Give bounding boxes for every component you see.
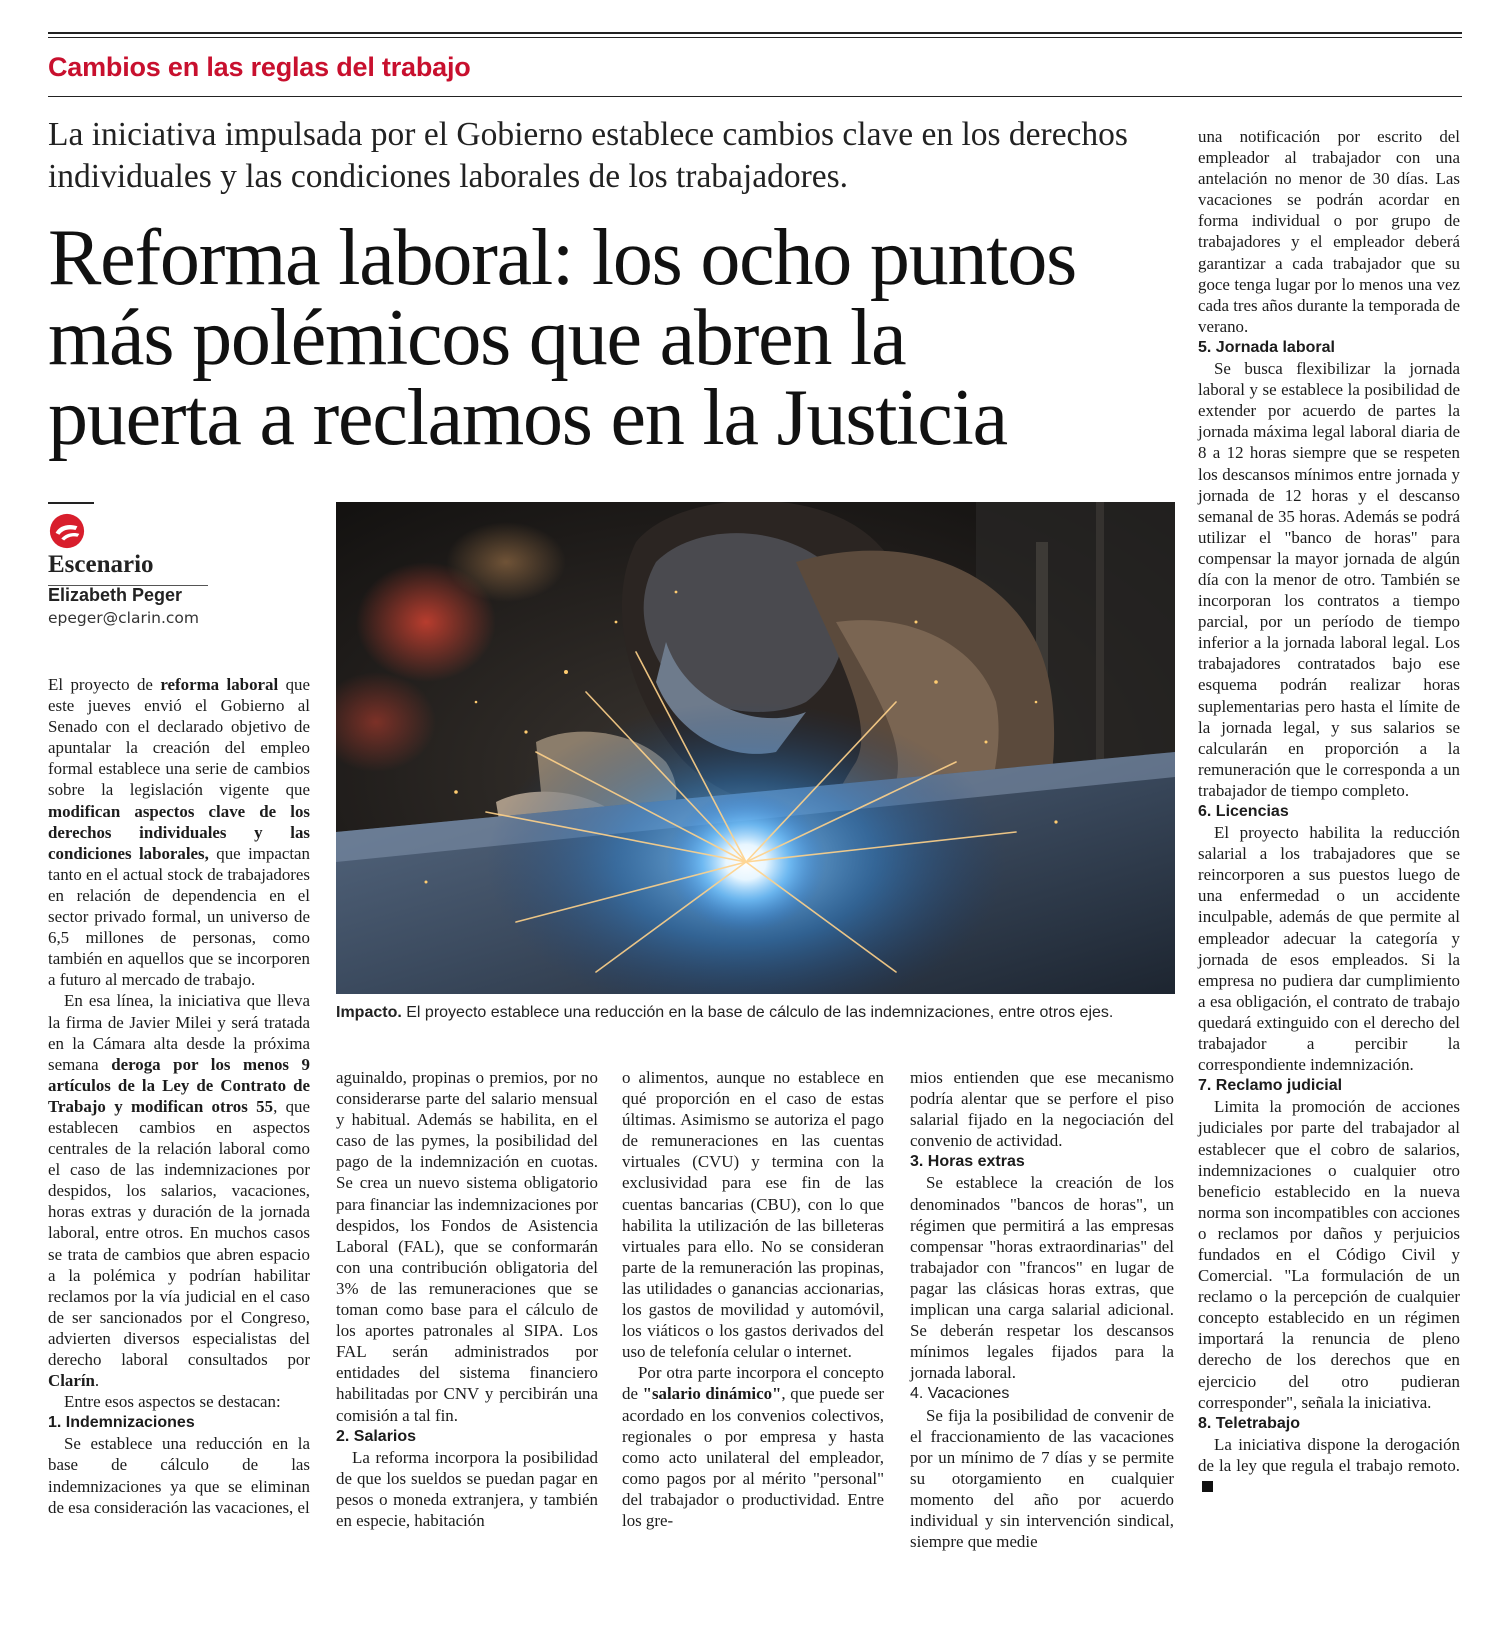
subheading-reclamo-judicial: 7. Reclamo judicial xyxy=(1198,1077,1343,1095)
clarin-logo-icon xyxy=(48,512,86,550)
top-rule-thin xyxy=(48,37,1462,38)
subheading-vacaciones: 4. Vacaciones xyxy=(910,1385,1010,1403)
subheading-jornada-laboral: 5. Jornada laboral xyxy=(1198,338,1335,356)
paragraph xyxy=(48,990,310,1391)
text-run: Por otra parte incorpora el concepto de xyxy=(622,1363,884,1404)
subheading-horas-extras: 3. Horas extras xyxy=(910,1153,1025,1171)
photo-caption xyxy=(336,1004,1196,1022)
headline-line-2: más polémicos que abren la xyxy=(48,294,906,382)
paragraph: Limita la promoción de acciones judiciales por parte del trabajador al establecer que el cobro de salarios, indemnizaciones o cualquier otro beneficio establecido en la nueva norma son incompatibles con acciones o reclamos por daños y perjuicios fundados en el Código Civil y Comercial. "La formulación de un reclamo o la percepción de cualquier concepto establecido en un régimen importará la renuncia de pleno derecho de los derechos que en ejercicio del otro pudieran corresponder", señala la iniciativa. xyxy=(1198,1097,1460,1412)
caption-lead: Impacto. xyxy=(336,1004,402,1021)
text-run: En esa línea, la iniciativa que lleva la firma de Javier Milei y será tratada en la Cámara alta desde la próxima semana xyxy=(48,991,310,1074)
subheading-indemnizaciones: 1. Indemnizaciones xyxy=(48,1414,195,1432)
paragraph: una notificación por escrito del empleador al trabajador con una antelación no menor de 30 días. Las vacaciones se podrán acordar en forma individual o por grupo de trabajadores y el empleador deberá garantizar a cada trabajador que su goce tenga lugar por lo menos una vez cada tres años durante la temporada de verano. xyxy=(1198,127,1460,336)
subheading-teletrabajo: 8. Teletrabajo xyxy=(1198,1414,1300,1432)
paragraph: El proyecto habilita la reducción salarial a los trabajadores que se reincorporen a sus puestos luego de una enfermedad o un accidente inculpable, además de que permite al empleador adecuar la categoría y jornada de esos empleados. Si la empresa no pudiera dar cumplimiento a esa obligación, el contrato de trabajo quedará extinguido con el derecho del trabajador a percibir la correspondiente indemnización. xyxy=(1198,823,1460,1075)
headline-line-3: puerta a reclamos en la Justicia xyxy=(48,374,1007,462)
paragraph: mios entienden que ese mecanismo podría alentar que se perfore el piso salarial fijado en la negociación del convenio de actividad. xyxy=(910,1068,1174,1151)
text-run: , que establecen cambios en aspectos centrales de la relación laboral como el caso de las indemnizaciones por despidos, los salarios, vacaciones, horas extras y duración de la jornada laboral, entre otros. En muchos casos se trata de cambios que abren espacio a la polémica y podrían habilitar reclamos por la vía judicial en el caso de ser sancionados por el Congreso, advierten diversos especialistas del derecho laboral consultados por xyxy=(48,1096,311,1369)
headline xyxy=(48,214,1188,462)
article-photo xyxy=(336,502,1175,994)
article-column-4 xyxy=(910,1067,1174,1552)
text-run: que impactan tanto en el actual stock de trabajadores en relación de dependencia en el sector privado formal, un universo de 6,5 millones de personas, como también en aquellos que se incorporen a futuro al mercado de trabajo. xyxy=(48,843,310,990)
column-section-name: Escenario xyxy=(48,551,154,578)
top-rule xyxy=(48,32,1462,34)
author-email: epeger@clarin.com xyxy=(48,609,200,627)
paragraph: Se establece la creación de los denominados "bancos de horas", un régimen que permitirá a las empresas compensar "horas extraordinarias" del trabajador con "francos" en lugar de pagar las clásicas horas extras, que implican una carga salarial adicional. Se deberán respetar los descansos mínimos legales fijados para la jornada laboral. xyxy=(910,1173,1174,1383)
paragraph xyxy=(48,674,310,990)
paragraph: Se establece una reducción en la base de cálculo de las indemnizaciones ya que se eliminan de esa consideración las vacaciones, el xyxy=(48,1434,310,1517)
headline-line-1: Reforma laboral: los ocho puntos xyxy=(48,214,1077,302)
author-name: Elizabeth Peger xyxy=(48,585,183,605)
section-label: Cambios en las reglas del trabajo xyxy=(48,52,471,82)
end-mark-icon xyxy=(1202,1481,1213,1492)
bold-run: "salario dinámico" xyxy=(642,1384,782,1404)
text-run: El proyecto de xyxy=(48,675,161,694)
paragraph xyxy=(1198,1434,1460,1497)
bold-run: deroga por los menos 9 artículos de la Ley de Contrato de Trabajo y modifican otros 55 xyxy=(48,1054,310,1116)
text-run: , que puede ser acordado en los convenios colectivos, regionales o por empresa y hasta como acto unilateral del empleador, como pagos por al mérito "personal" del trabajador o productividad. Entre los gre- xyxy=(622,1384,884,1530)
paragraph xyxy=(622,1362,884,1531)
caption-text: El proyecto establece una reducción en la base de cálculo de las indemnizaciones, entre otros ejes. xyxy=(401,1004,1114,1021)
text-run: que este jueves envió el Gobierno al Senado con el declarado objetivo de apuntalar la creación del empleo formal establece una serie de cambios sobre la legislación vigente que xyxy=(48,675,310,800)
logo-rule xyxy=(48,502,94,504)
article-column-2 xyxy=(336,1067,598,1531)
subheading-salarios: 2. Salarios xyxy=(336,1427,417,1445)
article-column-3 xyxy=(622,1067,884,1531)
paragraph: o alimentos, aunque no establece en qué proporción en el caso de estas últimas. Asimismo se autoriza el pago de remuneraciones en las cuentas virtuales (CVU) y termina con la exclusividad para ese fin de las cuentas bancarias (CBU), con lo que habilita la utilización de las billeteras virtuales para ello. No se consideran parte de la remuneración las propinas, las utilidades o ganancias accionarias, los gastos de movilidad y automóvil, los viáticos o los gastos derivados del uso de telefonía celular o internet. xyxy=(622,1068,884,1362)
text-run: La iniciativa dispone la derogación de la ley que regula el trabajo remoto. xyxy=(1198,1434,1460,1475)
bold-run: reforma laboral xyxy=(160,675,279,694)
subheading-licencias: 6. Licencias xyxy=(1198,803,1289,820)
paragraph: Entre esos aspectos se destacan: xyxy=(64,1392,281,1412)
text-run: . xyxy=(94,1371,100,1391)
deck: La iniciativa impulsada por el Gobierno establece cambios clave en los derechos individuales y las condiciones laborales de los trabajadores. xyxy=(48,116,1128,195)
paragraph: La reforma incorpora la posibilidad de que los sueldos se puedan pagar en pesos o moneda extranjera, y también en especie, habitación xyxy=(336,1447,598,1530)
bold-run: modifican aspectos clave de los derechos individuales y las condiciones laborales, xyxy=(48,801,310,863)
section-rule xyxy=(48,96,1462,97)
bold-run: Clarín xyxy=(48,1371,95,1391)
welder-photo-illustration xyxy=(336,502,1175,994)
paragraph: Se fija la posibilidad de convenir de el fraccionamiento de las vacaciones por un mínimo de 7 días y se permite su otorgamiento en cualquier momento del año por acuerdo individual y sin intervención sindical, siempre que medie xyxy=(910,1405,1174,1552)
article-column-1 xyxy=(48,674,310,1518)
paragraph: Se busca flexibilizar la jornada laboral y se establece la posibilidad de extender por acuerdo de partes la jornada máxima legal laboral diaria de 8 a 12 horas siempre que se respeten los descansos mínimos entre jornada y jornada de 12 horas y el descanso semanal de 35 horas. Además se podrá utilizar el "banco de horas" para compensar la mayor jornada de algún día con la menor de otro. También se incorporan los contratos a tiempo parcial, por un período de tiempo inferior a la jornada laboral legal. Los trabajadores contratados bajo ese esquema podrán realizar horas suplementarias pero hasta el límite de la jornada legal, y sus salarios se calcularán en proporción a la remuneración que le corresponda a un trabajador de tiempo completo. xyxy=(1198,359,1460,800)
article-column-5 xyxy=(1198,126,1460,1497)
paragraph: aguinaldo, propinas o premios, por no considerarse parte del salario mensual y habitual. Además se habilita, en el caso de las pymes, la posibilidad del pago de la indemnización en cuotas. Se crea un nuevo sistema obligatorio para financiar las indemnizaciones por despidos, los Fondos de Asistencia Laboral (FAL), que se conformarán con una contribución obligatoria del 3% de las remuneraciones que se toman como base para el cálculo de los aportes patronales al SIPA. Los FAL serán administrados por entidades del sistema financiero habilitadas por CNV y percibirán una comisión a tal fin. xyxy=(336,1068,598,1425)
